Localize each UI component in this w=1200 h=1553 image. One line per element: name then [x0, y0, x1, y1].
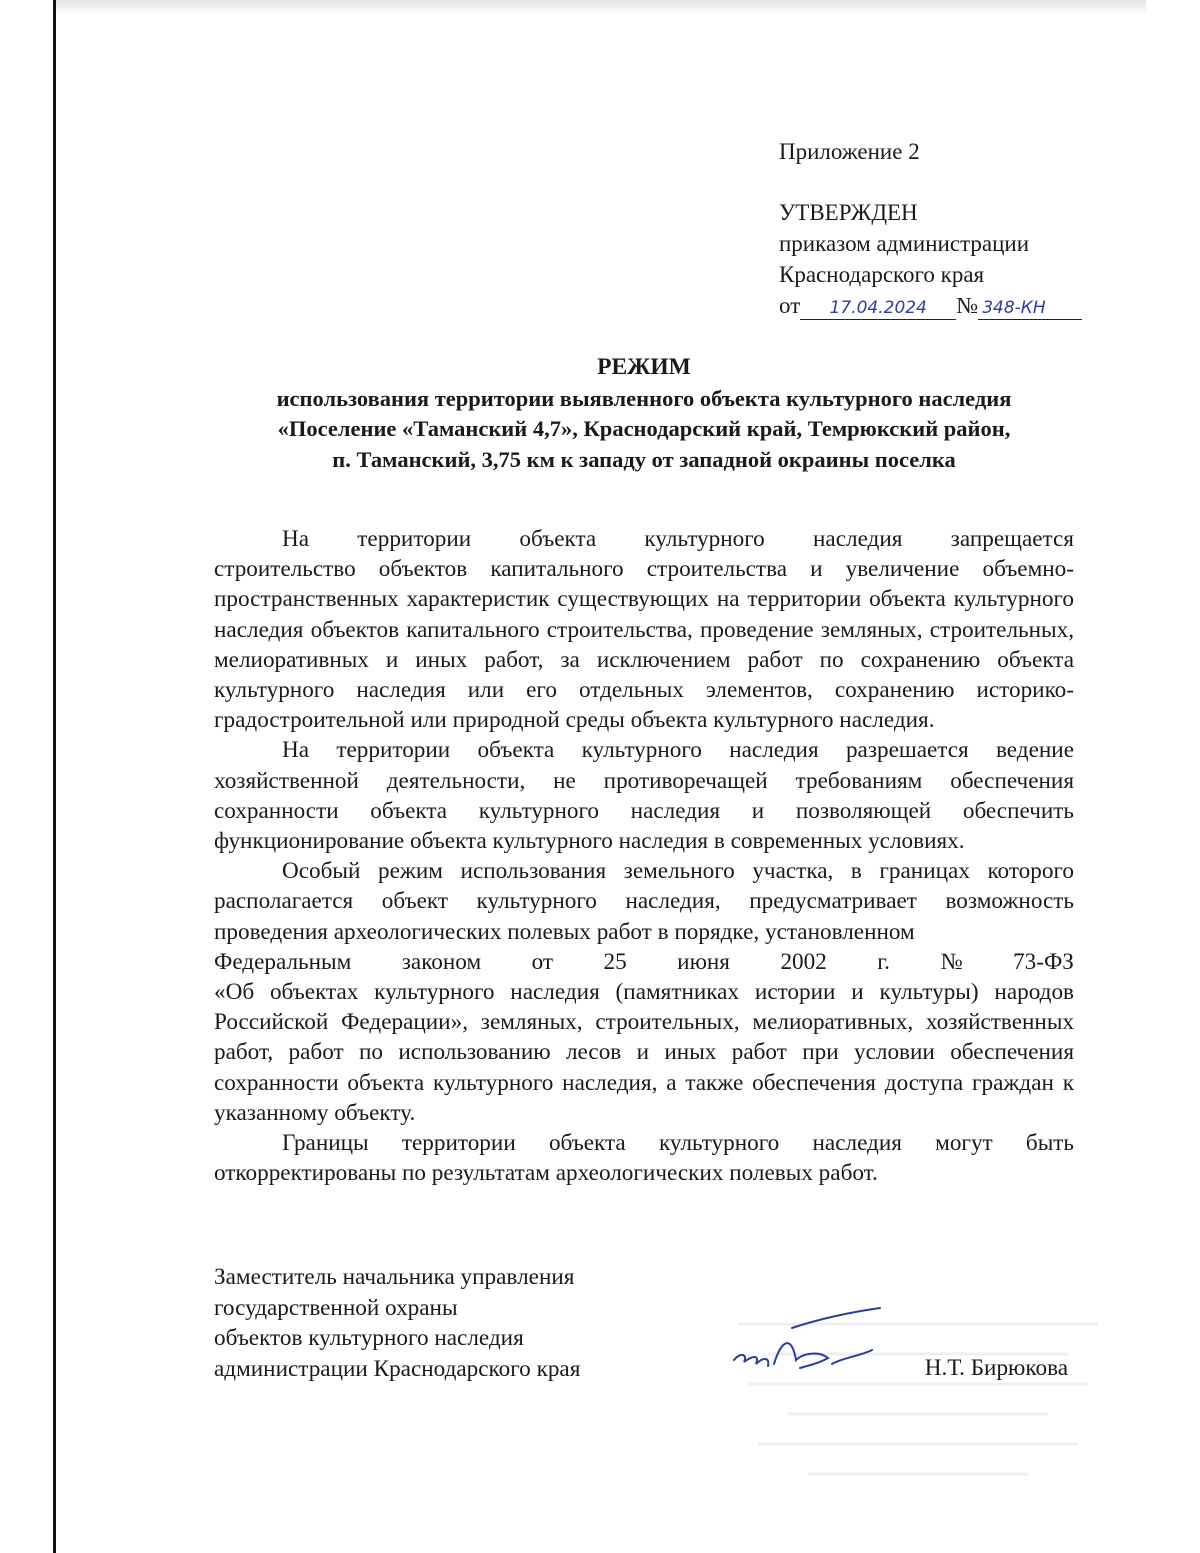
law-line-word: 25	[603, 948, 627, 975]
title-line-1: использования территории выявленного объекта культурного наследия	[276, 385, 1012, 411]
paragraph-3-law-line	[214, 947, 1074, 977]
law-line-word: законом	[401, 948, 482, 975]
paragraph-1-word: объекта	[519, 526, 597, 552]
number-sign: №	[956, 293, 979, 318]
paragraph-1-word: запрещается	[950, 526, 1074, 552]
title-line-3: п. Таманский, 3,75 км к западу от западной окраины поселка	[332, 446, 956, 472]
signer-position-4: администрации Краснодарского края	[214, 1355, 581, 1382]
paragraph-1-word: На	[282, 526, 310, 552]
paragraph-3-part-2: «Об объектах культурного наследия (памятниках истории и культуры) народов Российской Федерации», земляных, строительных, мелиоративных, хозяйственных работ, работ по использованию лесов и иных работ при условии обеспечения сохранности объекта культурного наследия, а также обеспечения доступа граждан к указанному объекту.	[214, 979, 1074, 1126]
law-line-word: г.	[877, 948, 890, 975]
law-line-word: 73-ФЗ	[1013, 948, 1074, 975]
law-line-word: 2002	[780, 948, 827, 975]
paragraph-1-first-line	[214, 524, 1074, 554]
document-body	[214, 524, 1074, 1188]
law-line-word: №	[940, 948, 963, 975]
paragraph-1-word: территории	[357, 526, 472, 552]
order-line-1: приказом администрации	[779, 231, 1030, 256]
date-prefix: от	[779, 293, 801, 318]
paragraph-1-rest: строительство объектов капитального строительства и увеличение объемно-пространственных характеристик существующих на территории объекта культурного наследия объектов капитального строительства, проведение земляных, строительных, мелиоративных и иных работ, за исключением работ по сохранению объекта культурного наследия или его отдельных элементов, сохранению историко-градостроительной или природной среды объекта культурного наследия.	[214, 556, 1074, 734]
document-title	[214, 352, 1074, 475]
paragraph-1-word: культурного	[644, 526, 765, 552]
signature-block	[214, 1262, 1074, 1402]
handwritten-signature	[722, 1298, 882, 1388]
paragraph-3-part-1: Особый режим использования земельного участка, в границах которого располагается объект культурного наследия, предусматривает возможность проведения археологических полевых работ в порядке, установленном	[214, 858, 1074, 945]
law-line-word: от	[531, 948, 554, 975]
order-line-2: Краснодарского края	[779, 262, 985, 287]
signer-position-3: объектов культурного наследия	[214, 1325, 524, 1351]
order-date-number	[779, 290, 1119, 321]
signer-name: Н.Т. Бирюкова	[924, 1355, 1068, 1381]
paragraph-1-word: наследия	[813, 526, 903, 552]
scan-left-edge	[53, 0, 56, 1553]
title-line-2: «Поселение «Таманский 4,7», Краснодарский край, Темрюкский район,	[277, 416, 1011, 441]
law-line-word: июня	[677, 948, 730, 975]
paragraph-4: Границы территории объекта культурного наследия могут быть откорректированы по результатам археологических полевых работ.	[214, 1130, 1074, 1187]
approval-block	[779, 136, 1119, 321]
handwritten-number: 348-КН	[978, 297, 1082, 320]
signer-position-2: государственной охраны	[214, 1294, 458, 1321]
handwritten-date: 17.04.2024	[800, 297, 956, 320]
law-line-word: Федеральным	[214, 948, 352, 975]
annex-label: Приложение 2	[779, 139, 920, 164]
signer-position-1: Заместитель начальника управления	[214, 1264, 575, 1290]
paragraph-2: На территории объекта культурного наследия разрешается ведение хозяйственной деятельности, не противоречащей требованиям обеспечения сохранности объекта культурного наследия и позволяющей обеспечить функционирование объекта культурного наследия в современных условиях.	[214, 737, 1074, 855]
scan-top-shadow	[56, 0, 1146, 14]
approved-label: УТВЕРЖДЕН	[779, 200, 918, 225]
title-main: РЕЖИМ	[597, 354, 691, 380]
